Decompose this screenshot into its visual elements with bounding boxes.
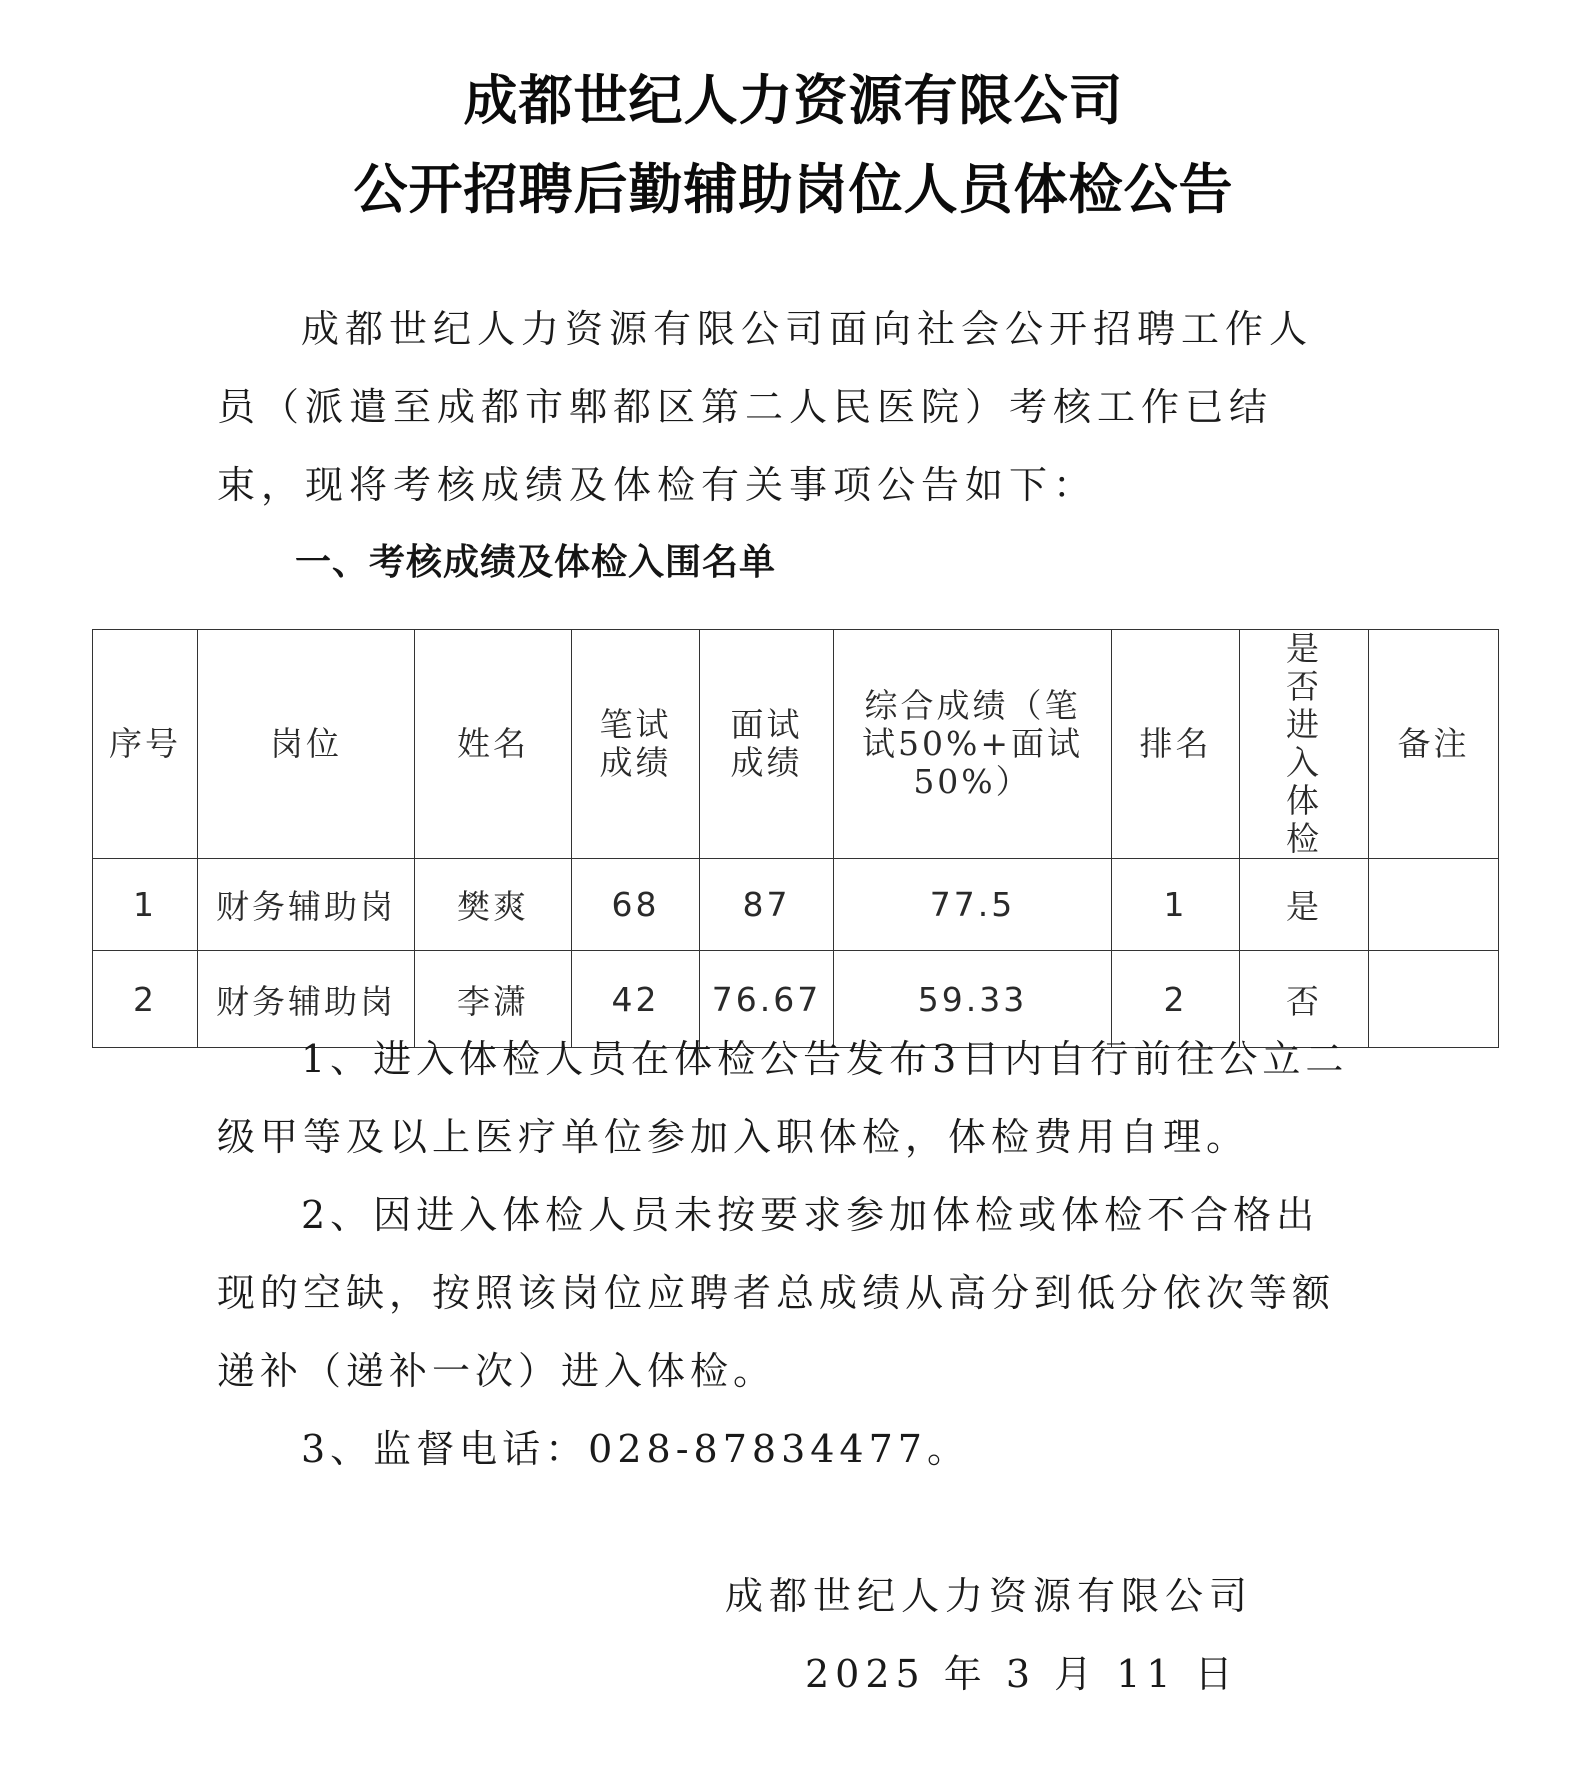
signature-date: 2025 年 3 月 11 日: [805, 1652, 1239, 1696]
cell-checkup: 是: [1240, 859, 1369, 951]
cell-written: 42: [572, 951, 700, 1048]
cell-rank: 1: [1112, 859, 1240, 951]
section-heading: 一、考核成绩及体检入围名单: [295, 542, 777, 583]
table-header-row: [93, 630, 1499, 859]
cell-name: 李潇: [415, 951, 572, 1048]
note-item: 3、监督电话：028-87834477。: [301, 1427, 970, 1471]
header-written: 笔试成绩: [572, 630, 700, 859]
cell-remark: [1369, 951, 1499, 1048]
cell-seq: 1: [93, 859, 198, 951]
document-title-line2: 公开招聘后勤辅助岗位人员体检公告: [353, 158, 1234, 221]
table-row: [93, 859, 1499, 951]
cell-rank: 2: [1112, 951, 1240, 1048]
cell-interview: 76.67: [700, 951, 834, 1048]
header-rank: 排名: [1112, 630, 1240, 859]
intro-paragraph: 成都世纪人力资源有限公司面向社会公开招聘工作人员（派遣至成都市郫都区第二人民医院）考核工作已结束，现将考核成绩及体检有关事项公告如下：: [217, 307, 1314, 507]
cell-total: 77.5: [834, 859, 1112, 951]
header-checkup: 是否进入体检: [1240, 630, 1369, 859]
note-item: 1、进入体检人员在体检公告发布3日内自行前往公立二级甲等及以上医疗单位参加入职体检，体检费用自理。: [217, 1037, 1349, 1159]
header-total: 综合成绩（笔试50%+面试50%）: [834, 630, 1112, 859]
signature-org: 成都世纪人力资源有限公司: [725, 1574, 1254, 1618]
cell-checkup: 否: [1240, 951, 1369, 1048]
cell-seq: 2: [93, 951, 198, 1048]
header-seq: 序号: [93, 630, 198, 859]
note-item: 2、因进入体检人员未按要求参加体检或体检不合格出现的空缺，按照该岗位应聘者总成绩从高分到低分依次等额递补（递补一次）进入体检。: [217, 1193, 1336, 1393]
notes-section: [217, 1020, 1349, 1488]
header-remark: 备注: [1369, 630, 1499, 859]
results-table: [92, 629, 1499, 1048]
cell-written: 68: [572, 859, 700, 951]
document-title-line1: 成都世纪人力资源有限公司: [463, 69, 1124, 132]
header-interview: 面试成绩: [700, 630, 834, 859]
cell-name: 樊爽: [415, 859, 572, 951]
cell-post: 财务辅助岗: [198, 951, 415, 1048]
header-name: 姓名: [415, 630, 572, 859]
cell-total: 59.33: [834, 951, 1112, 1048]
header-post: 岗位: [198, 630, 415, 859]
cell-remark: [1369, 859, 1499, 951]
cell-interview: 87: [700, 859, 834, 951]
cell-post: 财务辅助岗: [198, 859, 415, 951]
